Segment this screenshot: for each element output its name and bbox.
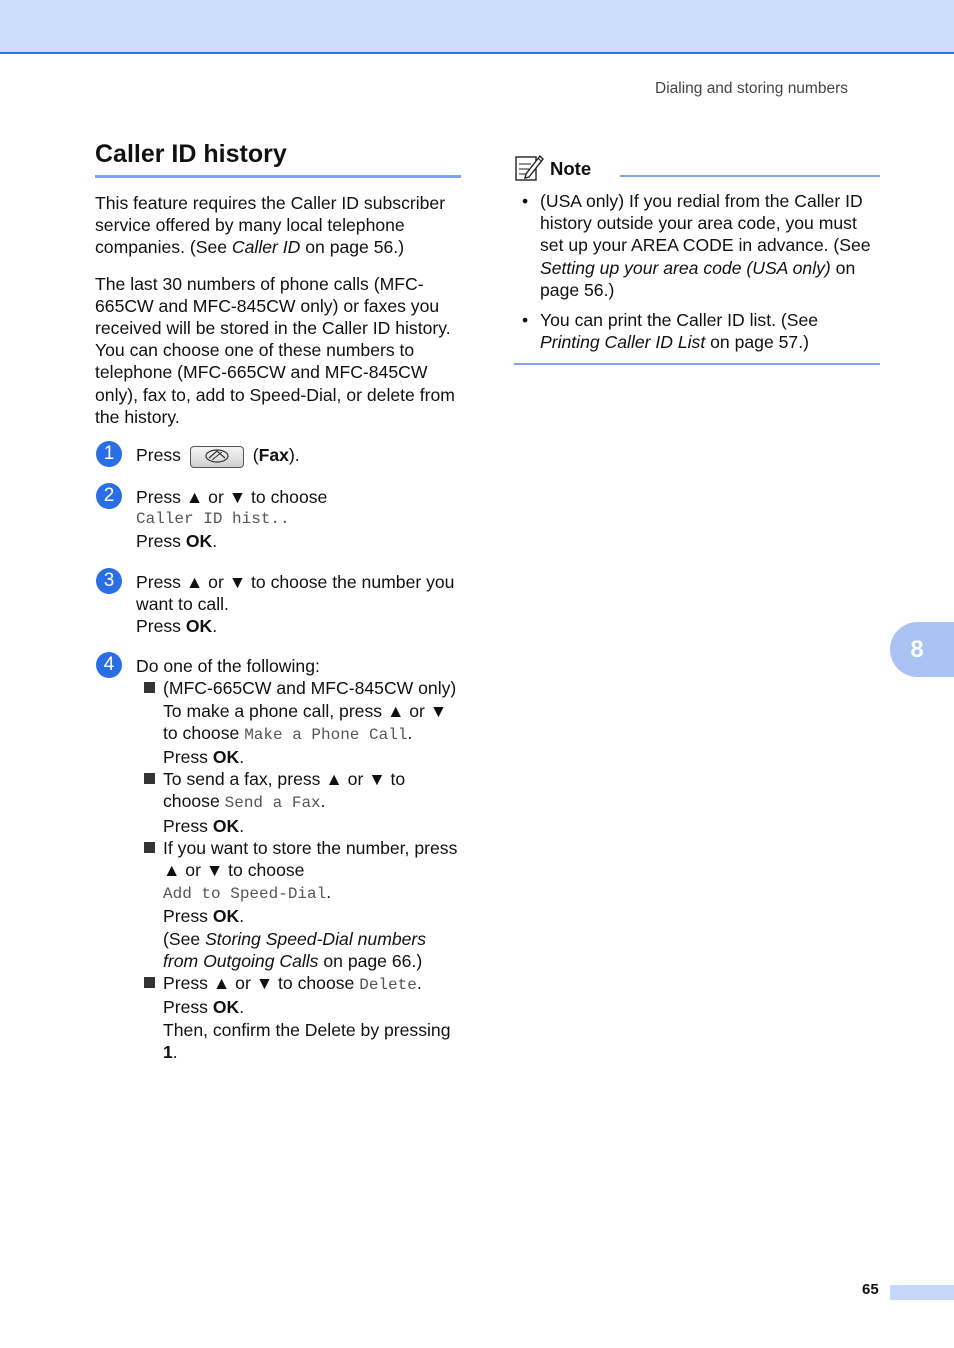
square-bullet-icon <box>144 842 155 853</box>
lcd-make-phone-call: Make a Phone Call <box>244 725 408 744</box>
down-arrow-icon: ▼ <box>205 860 224 881</box>
ok-key: OK <box>212 815 240 836</box>
chapter-tab[interactable]: 8 <box>890 622 954 677</box>
caller-id-ref[interactable]: Caller ID <box>231 237 301 258</box>
step-1: 1 Press (Fax). <box>95 444 461 468</box>
down-arrow-icon: ▼ <box>228 571 247 592</box>
step-3: 3 Press ▲ or ▼ to choose the number you want to call. Press OK. <box>95 571 461 638</box>
fax-label: Fax <box>258 445 289 466</box>
ok-key: OK <box>185 531 213 552</box>
up-arrow-icon: ▲ <box>185 487 204 508</box>
header-band <box>0 0 954 54</box>
page-number-bar <box>890 1285 954 1300</box>
step-number-1: 1 <box>96 441 122 467</box>
step-2: 2 Press ▲ or ▼ to choose Caller ID hist.. Press OK. <box>95 486 461 553</box>
down-arrow-icon: ▼ <box>429 700 448 721</box>
note-item-print-list: • You can print the Caller ID list. (See Printing Caller ID List on page 57.) <box>522 310 819 353</box>
bullet-icon: • <box>522 191 529 211</box>
step-4 <box>95 655 461 1063</box>
lcd-delete: Delete <box>359 976 417 995</box>
ok-key: OK <box>212 747 240 768</box>
step-number-4: 4 <box>96 652 122 678</box>
note-header <box>514 152 880 182</box>
main-column <box>95 140 461 1063</box>
option-delete: Press ▲ or ▼ to choose Delete. Press OK. Then, confirm the Delete by pressing 1. <box>136 972 461 1063</box>
note-item-area-code: • (USA only) If you redial from the Caller ID history outside your area code, you must set up your AREA CODE in advance. (See Setting up your area code (USA only) on page 56.) <box>522 191 871 300</box>
up-arrow-icon: ▲ <box>212 973 231 994</box>
square-bullet-icon <box>144 773 155 784</box>
down-arrow-icon: ▼ <box>368 769 386 790</box>
up-arrow-icon: ▲ <box>325 769 343 790</box>
option-speed-dial: If you want to store the number, press ▲ or ▼ to choose Add to Speed-Dial. Press OK. (See Storing Speed-Dial numbers from Outgoing Calls on page 66.) <box>136 837 461 972</box>
up-arrow-icon: ▲ <box>185 571 204 592</box>
speed-dial-ref[interactable]: Storing Speed-Dial numbers from Outgoing Calls <box>163 928 427 971</box>
step-4-options <box>136 677 461 1062</box>
note-title: Note <box>550 158 592 179</box>
note-box <box>514 152 880 365</box>
lcd-send-a-fax: Send a Fax <box>224 794 321 813</box>
note-list <box>514 190 880 353</box>
key-1: 1 <box>163 1041 173 1062</box>
step-4-intro: Do one of the following: <box>136 656 320 677</box>
option-send-fax: To send a fax, press ▲ or ▼ to choose Send a Fax. Press OK. <box>136 768 461 837</box>
ok-key: OK <box>212 906 240 927</box>
up-arrow-icon: ▲ <box>386 700 405 721</box>
print-list-ref[interactable]: Printing Caller ID List <box>540 332 706 353</box>
fax-key-icon <box>190 446 244 468</box>
note-bottom-rule <box>514 363 880 365</box>
up-arrow-icon: ▲ <box>163 860 181 881</box>
bullet-icon: • <box>522 310 529 331</box>
down-arrow-icon: ▼ <box>255 973 274 994</box>
ok-key: OK <box>185 616 213 637</box>
note-pencil-icon <box>514 152 544 182</box>
section-title: Caller ID history <box>95 140 461 178</box>
square-bullet-icon <box>144 682 155 693</box>
ok-key: OK <box>212 997 240 1018</box>
area-code-ref[interactable]: Setting up your area code (USA only) <box>540 257 831 278</box>
down-arrow-icon: ▼ <box>228 487 247 508</box>
running-header: Dialing and storing numbers <box>655 80 848 97</box>
note-top-rule <box>620 175 880 177</box>
option-phone-call: (MFC-665CW and MFC-845CW only) To make a phone call, press ▲ or ▼ to choose Make a Phone Call. Press OK. <box>136 677 461 768</box>
square-bullet-icon <box>144 977 155 988</box>
lcd-add-to-speed-dial: Add to Speed-Dial <box>163 885 327 904</box>
step-number-2: 2 <box>96 483 122 509</box>
history-paragraph: The last 30 numbers of phone calls (MFC-665CW and MFC-845CW only) or faxes you received will be stored in the Caller ID history. You can choose one of these numbers to telephone (MFC-665CW and MFC-845CW only), fax to, add to Speed-Dial, or delete from the history. <box>95 273 455 427</box>
lcd-caller-id-hist: Caller ID hist.. <box>136 510 290 529</box>
intro-paragraph: This feature requires the Caller ID subscriber service offered by many local telephone companies. (See Caller ID on page 56.) <box>95 193 446 258</box>
step-number-3: 3 <box>96 568 122 594</box>
page-number: 65 <box>862 1281 879 1298</box>
